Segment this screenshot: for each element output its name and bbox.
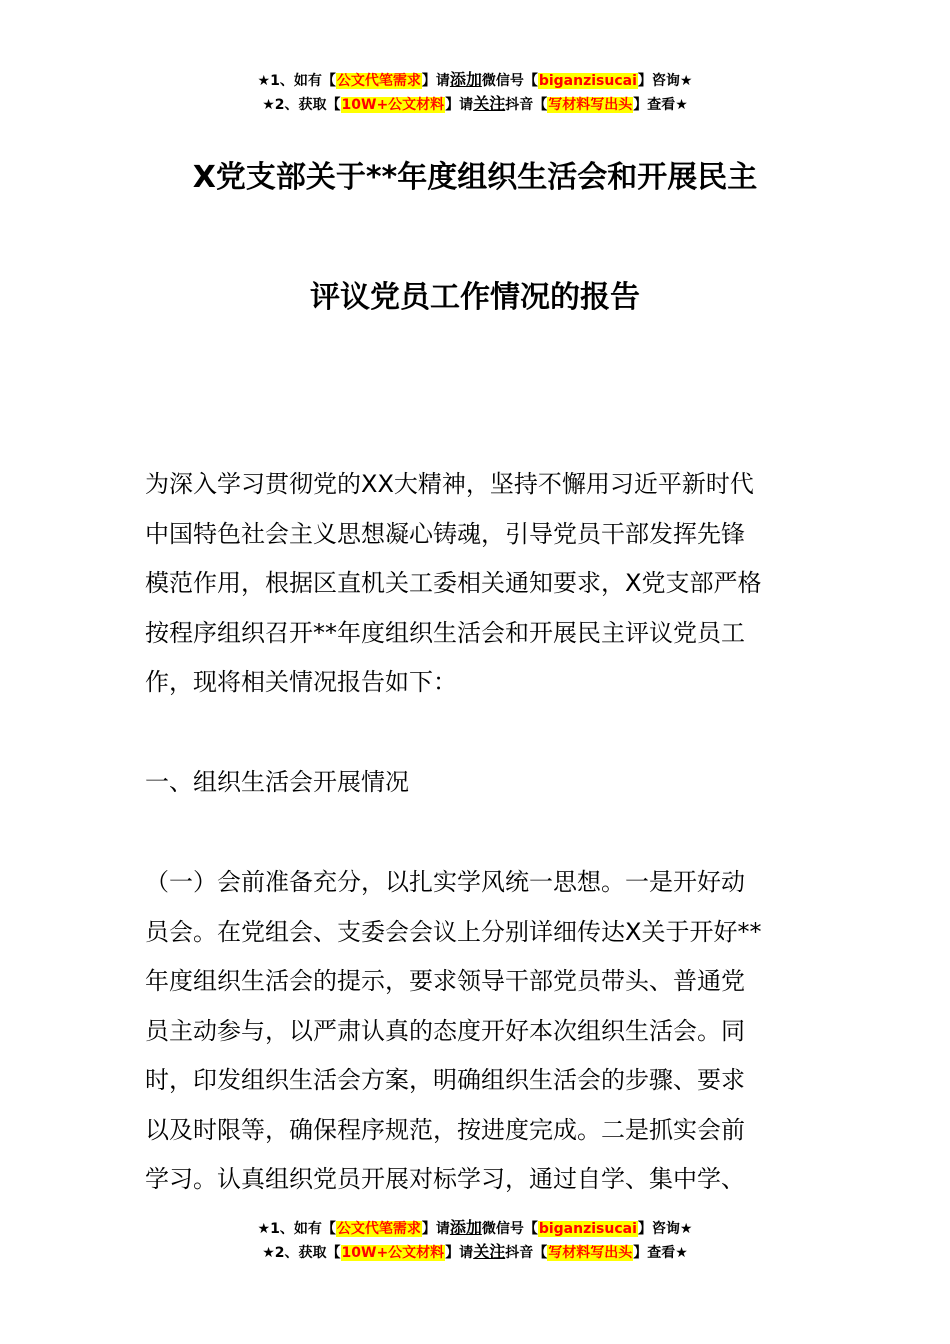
promo-banner-top [0, 68, 950, 116]
intro-paragraph [145, 460, 810, 708]
text-line: 员主动参与，以严肃认真的态度开好本次组织生活会。同 [145, 1016, 745, 1045]
text-line: 以及时限等，确保程序规范，按进度完成。二是抓实会前 [145, 1115, 745, 1144]
text-line: 作，现将相关情况报告如下： [145, 668, 457, 696]
heading-text: 一、组织生活会开展情况 [145, 768, 409, 796]
highlight-wechat-id: biganzisucai [538, 73, 637, 89]
text-line: 为深入学习贯彻党的XX大精神，坚持不懈用习近平新时代 [145, 470, 754, 498]
text-line: 学习。认真组织党员开展对标学习，通过自学、集中学、 [145, 1165, 745, 1193]
text-line: （一）会前准备充分，以扎实学风统一思想。一是开好动 [145, 868, 745, 896]
highlight-service: 公文代笔需求 [336, 1221, 421, 1237]
document-title-line-2: 评议党员工作情况的报告 [310, 280, 640, 315]
text-line: 按程序组织召开**年度组织生活会和开展民主评议党员工 [145, 618, 745, 647]
highlight-materials: 10W+公文材料 [341, 1245, 445, 1261]
document-title-line-1: X党支部关于**年度组织生活会和开展民主 [192, 160, 758, 195]
text-line: 时，印发组织生活会方案，明确组织生活会的步骤、要求 [145, 1066, 745, 1094]
text-line: 年度组织生活会的提示，要求领导干部党员带头、普通党 [145, 967, 745, 995]
highlight-materials: 10W+公文材料 [341, 97, 445, 113]
highlight-wechat-id: biganzisucai [538, 1221, 637, 1237]
section-paragraph [145, 858, 810, 1205]
section-heading [145, 758, 810, 808]
promo-line-1: ★1、如有【公文代笔需求】请添加微信号【biganzisucai】咨询★ [257, 70, 693, 89]
highlight-service: 公文代笔需求 [336, 73, 421, 89]
text-line: 员会。在党组会、支委会会议上分别详细传达X关于开好** [145, 917, 762, 946]
promo-banner-bottom [0, 1216, 950, 1264]
text-line: 模范作用，根据区直机关工委相关通知要求，X党支部严格 [145, 569, 762, 597]
highlight-douyin-id: 写材料写出头 [548, 1245, 633, 1261]
promo-line-2: ★2、获取【10W+公文材料】请关注抖音【写材料写出头】查看★ [262, 94, 688, 113]
text-line: 中国特色社会主义思想凝心铸魂，引导党员干部发挥先锋 [145, 519, 745, 548]
promo-line-2: ★2、获取【10W+公文材料】请关注抖音【写材料写出头】查看★ [262, 1242, 688, 1261]
promo-line-1: ★1、如有【公文代笔需求】请添加微信号【biganzisucai】咨询★ [257, 1218, 693, 1237]
highlight-douyin-id: 写材料写出头 [548, 97, 633, 113]
